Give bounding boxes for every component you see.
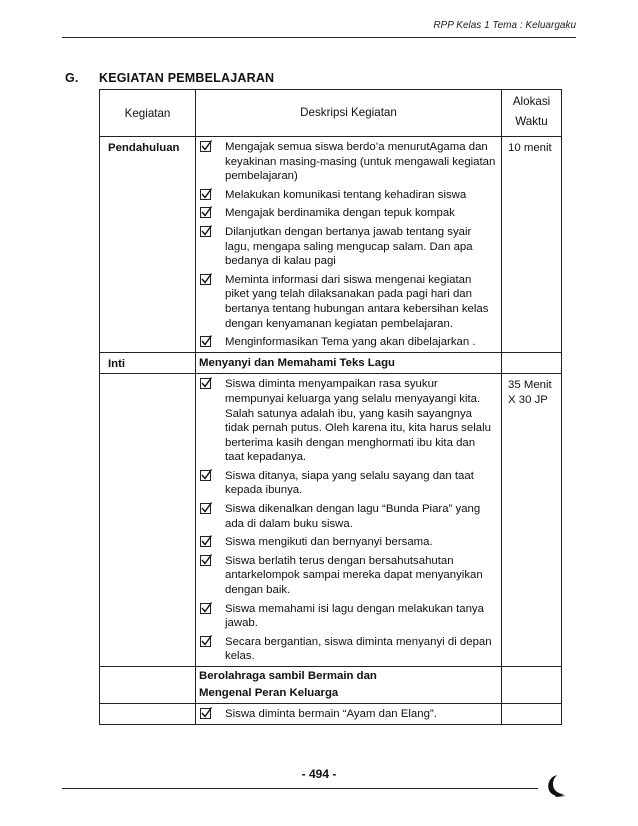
checked-box-icon <box>200 555 211 566</box>
table-row <box>100 137 562 353</box>
time-inti-line1: 35 Menit <box>508 379 552 392</box>
table-row <box>100 704 562 725</box>
crescent-logo-icon <box>542 772 568 798</box>
checked-box-icon <box>200 603 211 614</box>
checked-box-icon <box>200 226 211 237</box>
section-heading <box>65 71 274 85</box>
list-item <box>196 273 497 331</box>
checked-box-icon <box>200 470 211 481</box>
header-alokasi <box>502 90 562 137</box>
time-inti <box>502 374 562 667</box>
list-item-text: Mengajak berdinamika dengan tepuk kompak <box>225 207 455 220</box>
list-item-text: Menginformasikan Tema yang akan dibelajarkan . <box>225 336 476 349</box>
table-row <box>100 352 562 374</box>
list-item <box>196 635 497 664</box>
list-item <box>196 502 497 531</box>
checked-box-icon <box>200 207 211 218</box>
list-item <box>196 602 497 631</box>
list-item-text: Dilanjutkan dengan bertanya jawab tentang syair lagu, mengapa saling mengucap salam. Dan apa bedanya di kalau pagi <box>225 225 473 268</box>
list-item-text: Siswa dikenalkan dengan lagu “Bunda Piara” yang ada di dalam buku siswa. <box>225 503 481 530</box>
list-item <box>196 469 497 498</box>
running-header: RPP Kelas 1 Tema : Keluargaku <box>433 20 576 31</box>
empty-cell <box>100 374 196 667</box>
list-item <box>196 206 497 221</box>
list-item <box>196 225 497 269</box>
header-deskripsi: Deskripsi Kegiatan <box>196 90 502 137</box>
activities-table <box>99 89 562 725</box>
checked-box-icon <box>200 503 211 514</box>
list-item <box>196 535 497 550</box>
inti-description <box>196 374 502 667</box>
checked-box-icon <box>200 636 211 647</box>
list-item-text: Siswa diminta menyampaikan rasa syukur mempunyai keluarga yang selalu menyayangi kita. Salah satunya adalah ibu, yang kasih sayangnya tidak pernah putus. Oleh karena itu, kita harus selalu berterima kasih dengan menghormati ibu kita dan taat kepadanya. <box>225 378 491 464</box>
inti-heading: Menyanyi dan Memahami Teks Lagu <box>196 352 502 374</box>
time-pendahuluan: 10 menit <box>502 137 562 353</box>
empty-cell <box>502 704 562 725</box>
empty-cell <box>502 667 562 704</box>
page-number: - 494 - <box>301 767 337 781</box>
header-alokasi-line2: Waktu <box>515 115 548 128</box>
checked-box-icon <box>200 274 211 285</box>
list-item-text: Siswa memahami isi lagu dengan melakukan tanya jawab. <box>225 602 484 630</box>
inti-heading-2-line2: Mengenal Peran Keluarga <box>199 687 339 699</box>
list-item-text: Secara bergantian, siswa diminta menyanyi di depan kelas. <box>225 635 492 663</box>
list-item <box>196 554 497 598</box>
list-item <box>196 377 497 465</box>
list-item <box>196 707 497 722</box>
list-item <box>196 140 497 184</box>
list-item-text: Siswa berlatih terus dengan bersahutsahutan antarkelompok sampai mereka dapat menyanyikan dengan baik. <box>225 554 483 597</box>
list-item-text: Siswa mengikuti dan bernyanyi bersama. <box>225 536 433 549</box>
inti-heading-2 <box>196 667 502 704</box>
checked-box-icon <box>200 536 211 547</box>
checked-box-icon <box>200 141 211 152</box>
inti-checklist <box>196 374 501 666</box>
section-number: G. <box>65 71 79 85</box>
list-item-text: Melakukan komunikasi tentang kehadiran siswa <box>225 188 467 201</box>
checked-box-icon <box>200 708 211 719</box>
checked-box-icon <box>200 189 211 200</box>
list-item-text: Meminta informasi dari siswa mengenai kegiatan piket yang telah dilaksanakan pada pagi hari dan bertanya tentang hubungan antara kebersihan kelas dengan kenyamanan kegiatan pembelajaran. <box>225 273 489 330</box>
header-kegiatan: Kegiatan <box>100 90 196 137</box>
footer-divider <box>62 788 538 789</box>
empty-cell <box>502 352 562 374</box>
section-title: KEGIATAN PEMBELAJARAN <box>99 71 275 85</box>
table-row <box>100 667 562 704</box>
inti-checklist-2 <box>196 704 501 724</box>
list-item-text: Siswa diminta bermain “Ayam dan Elang”. <box>225 708 437 720</box>
label-inti: Inti <box>100 352 196 374</box>
inti-description-2 <box>196 704 502 725</box>
pendahuluan-description <box>196 137 502 353</box>
pendahuluan-checklist <box>196 137 501 352</box>
list-item-text: Mengajak semua siswa berdo’a menurutAgama dan keyakinan masing-masing (untuk mengawali kegiatan pembelajaran) <box>225 141 496 183</box>
time-inti-line2: X 30 JP <box>508 393 548 406</box>
list-item <box>196 335 497 350</box>
checked-box-icon <box>200 378 211 389</box>
empty-cell <box>100 704 196 725</box>
table-row <box>100 374 562 667</box>
empty-cell <box>100 667 196 704</box>
list-item-text: Siswa ditanya, siapa yang selalu sayang dan taat kepada ibunya. <box>225 469 474 497</box>
checked-box-icon <box>200 336 211 347</box>
header-divider <box>62 37 576 38</box>
list-item <box>196 188 497 203</box>
header-alokasi-line1: Alokasi <box>512 95 551 108</box>
inti-heading-2-line1: Berolahraga sambil Bermain dan <box>199 670 377 682</box>
table-header-row <box>100 90 562 137</box>
label-pendahuluan: Pendahuluan <box>100 137 196 353</box>
